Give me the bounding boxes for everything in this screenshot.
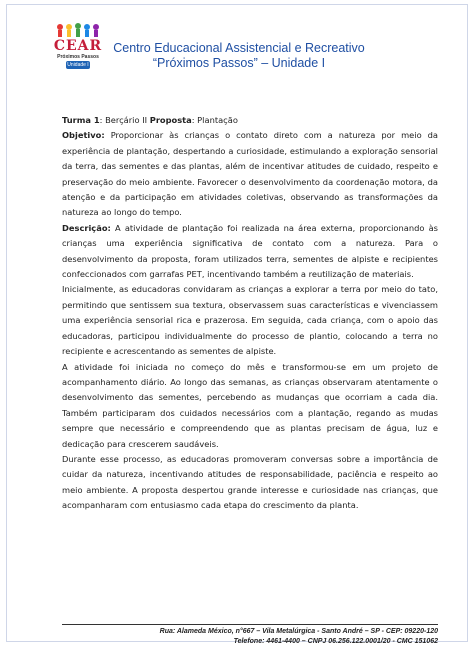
- document-body: [62, 113, 438, 514]
- footer-contacts: Telefone: 4461-4400 – CNPJ 06.256.122.0001/20 - CMC 151062: [233, 638, 438, 645]
- turma-line: [62, 113, 438, 128]
- footer-divider: [62, 624, 438, 625]
- turma-value: : Berçário II: [99, 115, 150, 125]
- objetivo-text: Proporcionar às crianças o contato direto com a natureza por meio da experiência de plantação, despertando a curiosidade, estimulando a exploração sensorial da terra, das sementes e das plantas, além de incentivar atitudes de cuidado, respeito e preservação do meio ambiente. Favorecer o desenvolvimento da coordenação motora, da atenção e da participação em atividades coletivas, observando as transformações da natureza ao longo do tempo.: [62, 130, 438, 218]
- descricao-label: Descrição:: [62, 222, 111, 233]
- descricao-text: A atividade de plantação foi realizada na área externa, proporcionando às crianças uma experiência significativa de contato com a natureza. Para o desenvolvimento da proposta, foram utilizados terra, sementes de alpiste e recipientes confeccionados com garrafas PET, incentivando também a reutilização de materiais.: [62, 222, 438, 280]
- proposta-label: Proposta: [149, 115, 192, 125]
- header-title-line2: “Próximos Passos” – Unidade I: [152, 56, 326, 70]
- header-title: [104, 41, 374, 71]
- logo-subtitle: Próximos Passos: [57, 54, 99, 60]
- header-title-line1: Centro Educacional Assistencial e Recreativo: [113, 41, 365, 55]
- paragraph-4: Durante esse processo, as educadoras promoveram conversas sobre a importância de cuidar da natureza, incentivando atitudes de responsabilidade, paciência e respeito ao meio ambiente. A proposta despertou grande interesse e curiosidade nas crianças, que acompanharam com entusiasmo cada etapa do crescimento da planta.: [62, 453, 438, 511]
- logo-tag: Unidade I: [67, 62, 89, 68]
- footer-address: Rua: Alameda México, n°667 – Vila Metalúrgica - Santo André – SP - CEP: 09220-120: [159, 628, 438, 635]
- logo-wordmark: CEAR: [53, 38, 103, 54]
- objetivo-label: Objetivo:: [62, 130, 105, 141]
- proposta-value: : Plantação: [191, 115, 238, 125]
- objetivo-paragraph: [62, 128, 438, 220]
- cear-logo: [52, 22, 104, 70]
- descricao-paragraph: [62, 221, 438, 283]
- paragraph-2: Inicialmente, as educadoras convidaram as crianças a explorar a terra por meio do tato, permitindo que sentissem sua textura, observassem suas características e vivenciassem uma experiência sensorial rica e prazerosa. Em seguida, cada criança, com o apoio das educadoras, participou individualmente do processo de plantio, colocando a terra no recipiente e acrescentando as sementes de alpiste.: [62, 284, 438, 357]
- footer: [62, 627, 438, 647]
- paragraph-3: A atividade foi iniciada no começo do mês e transformou-se em um projeto de acompanhamento diário. Ao longo das semanas, as crianças observaram atentamente o desenvolvimento das sementes, percebendo as mudanças que ocorriam a cada dia. Também participaram dos cuidados necessários com a plantação, regando as mudas sempre que necessário e compreendendo que as plantas precisam de água, luz e dedicação para crescerem saudáveis.: [62, 361, 438, 449]
- turma-label: Turma 1: [62, 115, 100, 125]
